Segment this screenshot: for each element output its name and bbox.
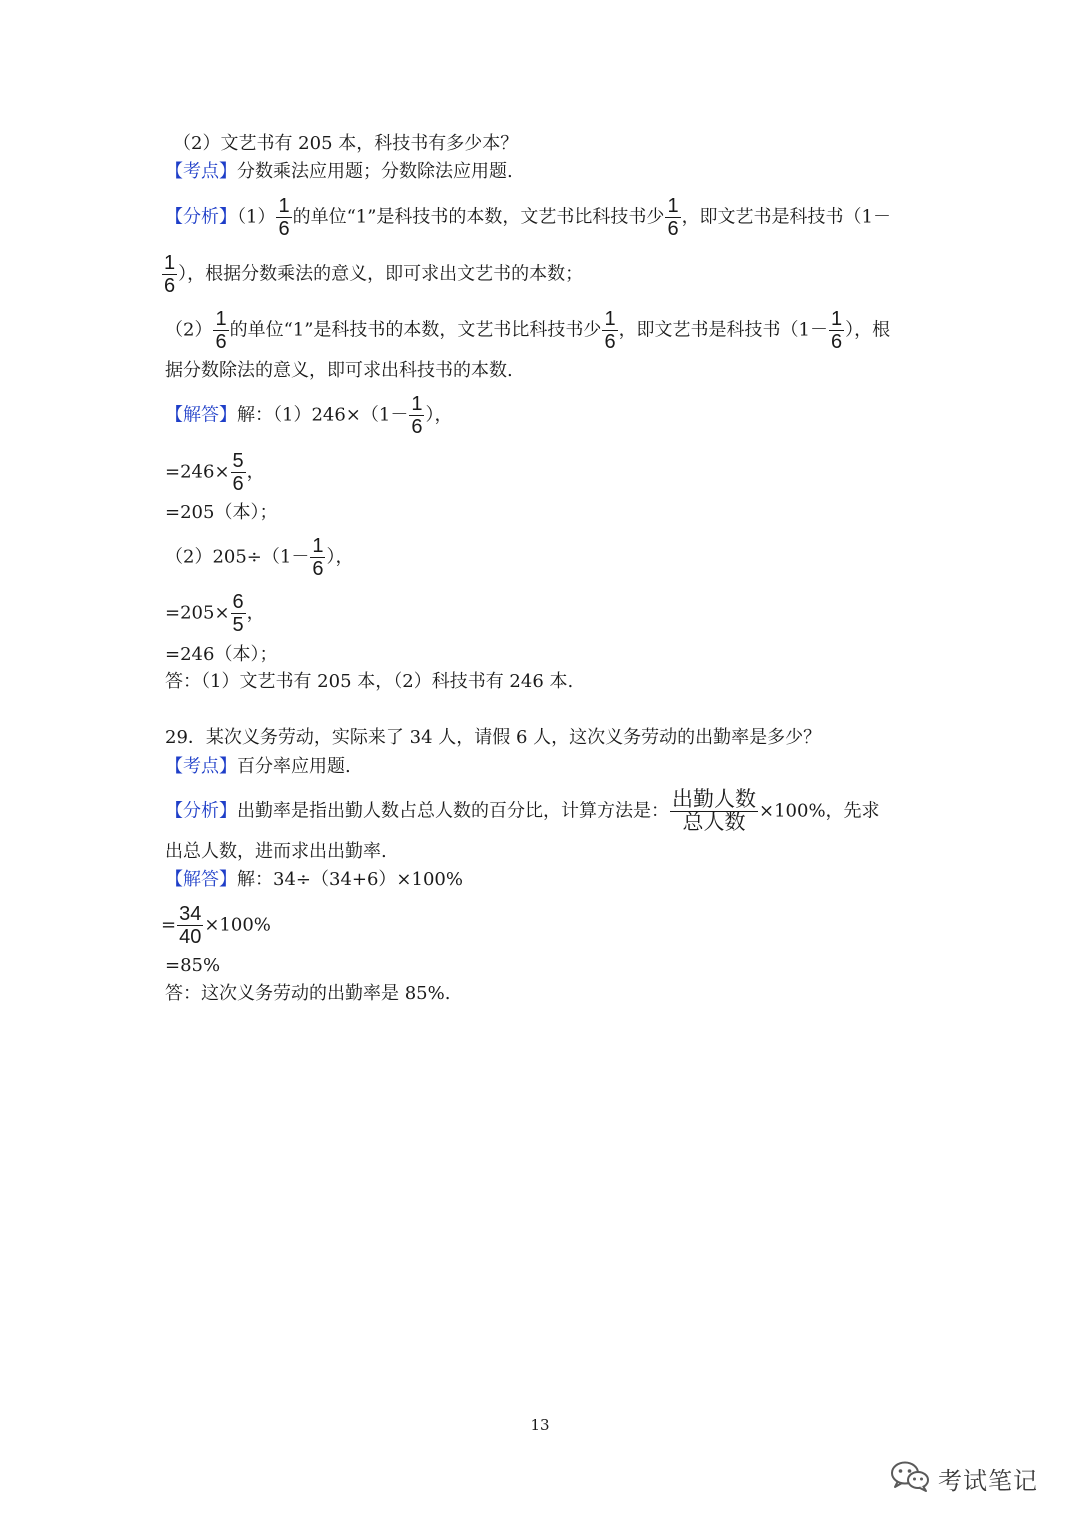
q28-kaodian: 【考点】分数乘法应用题；分数除法应用题. [165,161,513,182]
fraction-one-sixth: $\frac{1}{6}$ [215,308,227,353]
q29-jieda-line1: 【解答】解：34÷（34+6）×100% [165,869,463,890]
q29-kaodian: 【考点】百分率应用题. [165,756,351,777]
q28-part2-question: （2）文艺书有 205 本，科技书有多少本？ [173,133,519,154]
q28-fenxi-line1: 【分析】（1） $\frac{1}{6}$ 的单位“1”是科技书的本数，文艺书比科技书少 $\frac{1}{6}$ ，即文艺书是科技书（1－ [165,195,892,240]
q29-fenxi-line1: 【分析】出勤率是指出勤人数占总人数的百分比，计算方法是： $\frac{\text{出勤人数}}{\text{总人数}}$ ×100%，先求 [165,788,880,834]
fenxi-tag: 【分析】 [165,800,237,822]
wechat-icon [890,1459,930,1497]
watermark [890,1458,1038,1498]
fraction-one-sixth: $\frac{1}{6}$ [831,308,843,353]
q29-fenxi-line2: 出总人数，进而求出出勤率. [165,841,387,862]
q29-question: 29．某次义务劳动，实际来了 34 人，请假 6 人，这次义务劳动的出勤率是多少？ [165,727,822,748]
fraction-one-sixth: $\frac{1}{6}$ [604,308,616,353]
q28-jieda-line3: =205（本）； [165,502,278,523]
kaodian-tag: 【考点】 [165,756,237,777]
fraction-one-sixth: $\frac{1}{6}$ [164,252,176,297]
page-number: 13 [530,1416,550,1434]
jieda-tag: 【解答】 [165,404,237,426]
fraction-34-40: $\frac{34}{40}$ [179,903,202,948]
q28-jieda-line1: 【解答】解：（1）246×（1－ $\frac{1}{6}$ ）， [165,393,453,438]
q29-answer: 答：这次义务劳动的出勤率是 85%. [165,983,451,1004]
fenxi-tag: 【分析】 [165,206,237,228]
fraction-one-sixth: $\frac{1}{6}$ [411,393,423,438]
q28-jieda-line6: =246（本）； [165,644,278,665]
fraction-six-fifths: $\frac{6}{5}$ [232,591,244,636]
q29-jieda-line3: =85% [165,955,221,976]
q28-jieda-line4: （2）205÷（1－ $\frac{1}{6}$ ）， [165,535,354,580]
watermark-text: 考试笔记 [938,1466,1038,1495]
q29-jieda-line2: = $\frac{34}{40}$ ×100% [161,903,271,948]
q28-fenxi-line3: （2） $\frac{1}{6}$ 的单位“1”是科技书的本数，文艺书比科技书少 $\frac{1}{6}$ ，即文艺书是科技书（1－ $\frac{1}{6}$ ），根 [165,308,891,353]
fraction-five-sixths: $\frac{5}{6}$ [232,450,244,495]
fraction-one-sixth: $\frac{1}{6}$ [667,195,679,240]
q28-answer: 答：（1）文艺书有 205 本，（2）科技书有 246 本. [165,671,574,692]
fraction-attendance-formula: $\frac{\text{出勤人数}}{\text{总人数}}$ [672,788,756,834]
q28-fenxi-line2: $\frac{1}{6}$ ），根据分数乘法的意义，即可求出文艺书的本数； [164,252,584,297]
q28-jieda-line2: =246× $\frac{5}{6}$ ， [165,450,265,495]
q28-fenxi-line4: 据分数除法的意义，即可求出科技书的本数. [165,360,513,381]
q28-jieda-line5: =205× $\frac{6}{5}$ ， [165,591,265,636]
jieda-tag: 【解答】 [165,869,237,890]
kaodian-tag: 【考点】 [165,161,237,182]
fraction-one-sixth: $\frac{1}{6}$ [278,195,290,240]
fraction-one-sixth: $\frac{1}{6}$ [312,535,324,580]
